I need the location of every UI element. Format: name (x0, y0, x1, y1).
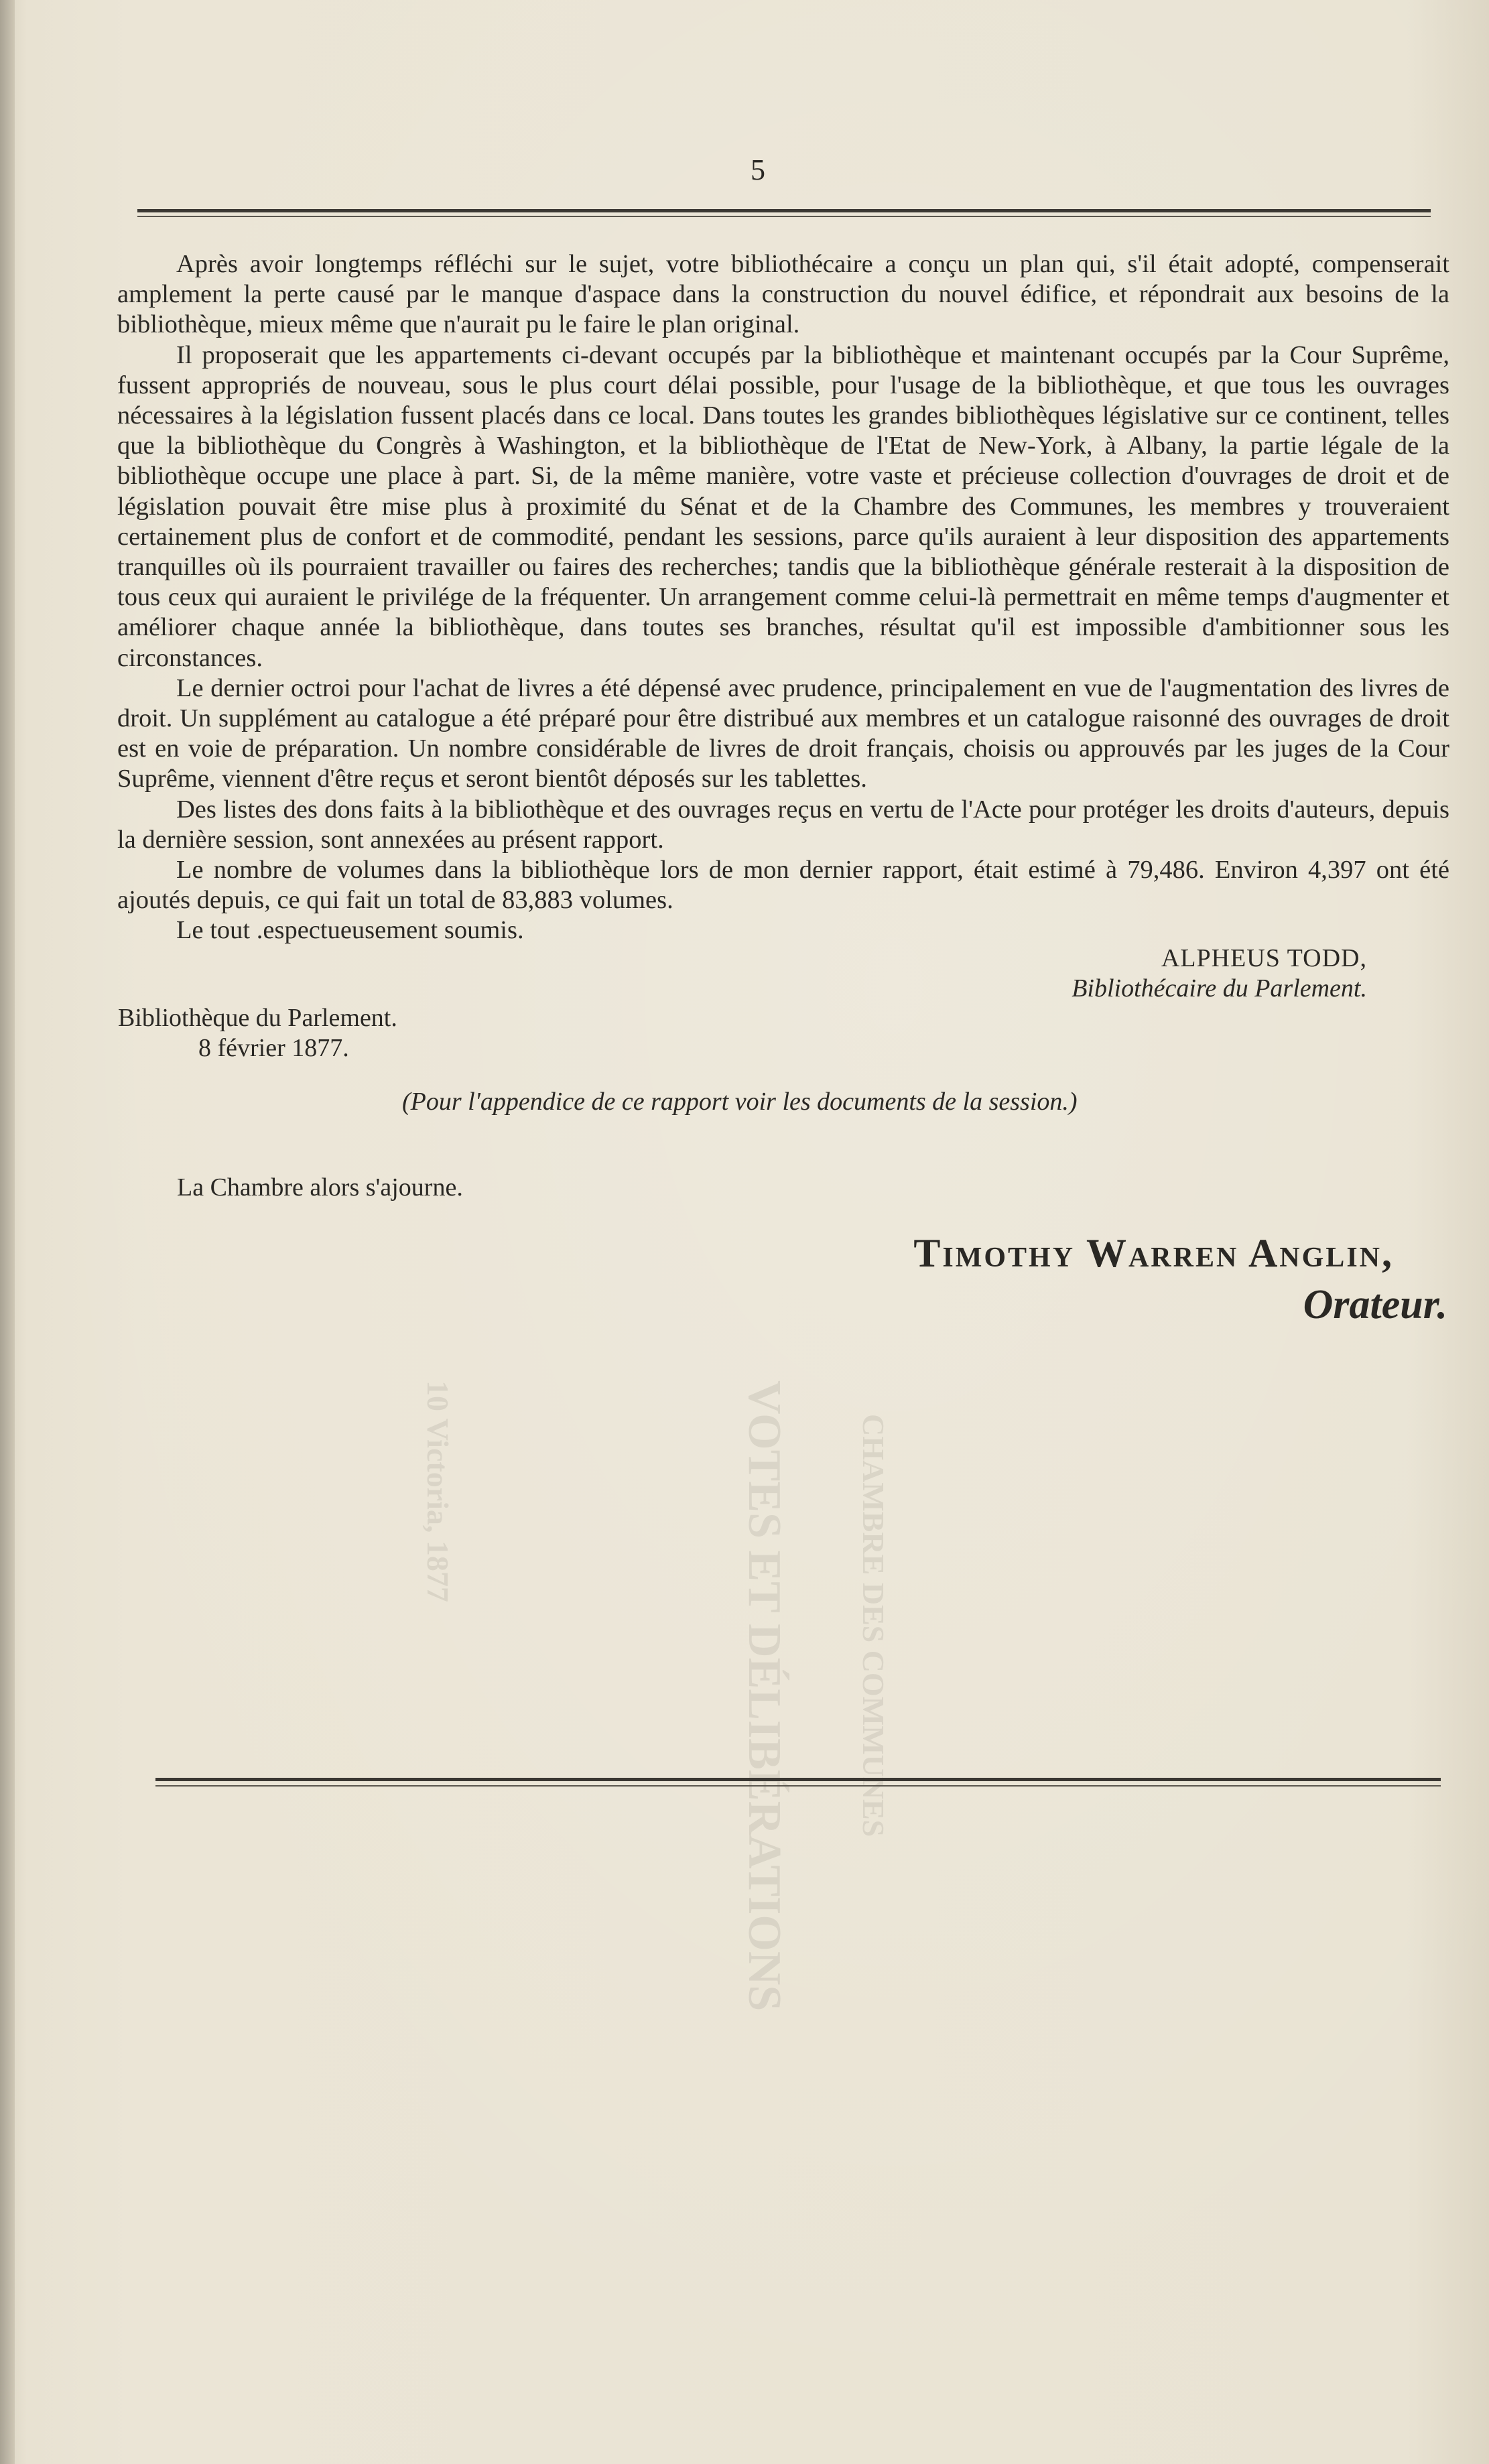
paragraph: Le nombre de volumes dans la bibliothèque lors de mon dernier rapport, était estimé à 79,486. Environ 4,397 ont été ajoutés depuis, ce qui fait un total de 83,883 volumes. (117, 856, 1449, 915)
footer-rule (155, 1778, 1441, 1781)
header-rule (137, 209, 1431, 212)
appendix-note: (Pour l'appendice de ce rapport voir les documents de la session.) (402, 1088, 1078, 1116)
header-rule (137, 216, 1431, 217)
page-number: 5 (751, 153, 767, 186)
bleed-through-text: VOTES ET DÉLIBÉRATIONS (738, 1380, 790, 2012)
paragraph: Des listes des dons faits à la bibliothèque et des ouvrages reçus en vertu de l'Acte pour protéger les droits d'auteurs, depuis la dernière session, sont annexées au présent rapport. (117, 795, 1449, 854)
speaker-title: Orateur. (1303, 1282, 1447, 1327)
paragraph: Il proposerait que les appartements ci-devant occupés par la bibliothèque et maintenant occupés par la Cour Suprême, fussent appropriés de nouveau, sous le plus court délai possible, pour l'usage de la bibliothèque, et que tous les ouvrages nécessaires à la législation fussent placés dans ce local. Dans toutes les grandes bibliothèques législative sur ce continent, telles que la bibliothèque du Congrès à Washington, et la bibliothèque de l'Etat de New-York, à Albany, la partie légale de la bibliothèque occupe une place à part. Si, de la même manière, votre vaste et précieuse collection d'ouvrages de droit et de législation pouvait être mise plus à proximité du Sénat et de la Chambre des Communes, les membres y trouveraient certainement plus de confort et de commodité, pendant les sessions, parce qu'ils auraient à leur disposition des appartements tranquilles où ils pourraient travailler ou faires des recherches; tandis que la bibliothèque générale resterait à la disposition de tous ceux qui auraient le privilége de la fréquenter. Un arrangement comme celui-là permettrait en même temps d'augmenter et améliorer chaque année la bibliothèque, dans toutes ses branches, résultat qu'il est impossible d'ambitionner sous les circonstances. (117, 340, 1449, 672)
adjournment-line: La Chambre alors s'ajourne. (177, 1173, 463, 1202)
paragraph: Le dernier octroi pour l'achat de livres a été dépensé avec prudence, principalement en vue de l'augmentation des livres de droit. Un supplément au catalogue a été préparé pour être distribué aux membres et un catalogue raisonné des ouvrages de droit est en voie de préparation. Un nombre considérable de livres de droit français, choisis ou approuvés par les juges de la Cour Suprême, viennent d'être reçus et seront bientôt déposés sur les tablettes. (117, 673, 1449, 793)
place: Bibliothèque du Parlement. (118, 1004, 397, 1032)
paragraph: Le tout .espectueusement soumis. (176, 916, 524, 945)
page-binding-edge (0, 0, 15, 2464)
bleed-through-text: CHAMBRE DES COMMUNES (856, 1414, 891, 1837)
date: 8 février 1877. (198, 1034, 349, 1062)
signatory-name: ALPHEUS TODD, (1161, 944, 1367, 972)
speaker-name: Timothy Warren Anglin, (913, 1231, 1394, 1275)
report-body (117, 249, 1449, 946)
signature-block (992, 944, 1367, 1004)
paragraph: Après avoir longtemps réfléchi sur le sujet, votre bibliothécaire a conçu un plan qui, s'il était adopté, compenserait amplement la perte causé par le manque d'aspace dans la construction du nouvel édifice, et répondrait aux besoins de la bibliothèque, mieux même que n'aurait pu le faire le plan original. (117, 250, 1449, 339)
place-date-block (118, 1003, 397, 1063)
bleed-through-text: 10 Victoria, 1877 (421, 1380, 455, 1602)
footer-rule (155, 1785, 1441, 1787)
signatory-title: Bibliothécaire du Parlement. (1072, 974, 1367, 1002)
